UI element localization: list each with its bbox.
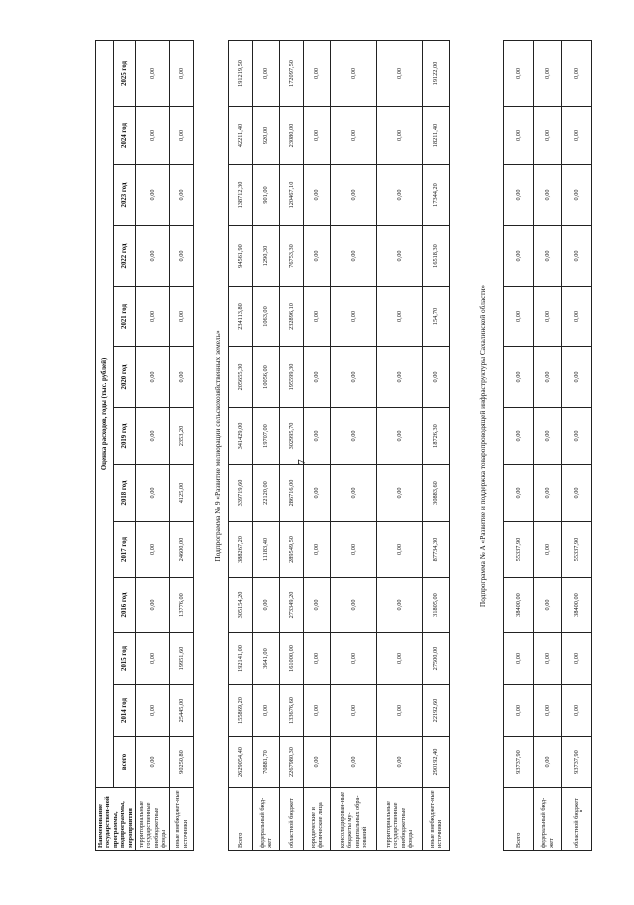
- value-cell: 0,00: [170, 226, 194, 287]
- table-row: [377, 41, 423, 851]
- value-cell: 19707,00: [253, 408, 280, 465]
- value-cell: 94561,90: [229, 226, 253, 287]
- value-cell: 0,00: [331, 465, 377, 522]
- value-cell: 0,00: [170, 40, 194, 106]
- table-row: [331, 41, 377, 851]
- value-cell: 286716,00: [280, 465, 304, 522]
- value-cell: 195599,30: [280, 347, 304, 408]
- subprogram-a-title: Подпрограмма № А «Развитие и поддержка товаропроводящей инфраструктуры Сахалинской области»: [478, 284, 487, 608]
- value-cell: 0,00: [504, 347, 534, 408]
- table-row: [304, 41, 331, 851]
- value-cell: 0,00: [331, 522, 377, 578]
- value-cell: 0,00: [170, 107, 194, 165]
- year-column-header: всего: [114, 737, 136, 788]
- value-cell: 901,00: [253, 165, 280, 226]
- value-cell: 70881,70: [253, 737, 280, 788]
- value-cell: 0,00: [504, 287, 534, 347]
- row-label: территориальные государственные внебюджетные фонды: [377, 788, 423, 851]
- value-cell: 0,00: [304, 685, 331, 737]
- value-cell: 0,00: [562, 408, 592, 465]
- value-cell: 0,00: [562, 165, 592, 226]
- value-cell: 2629054,40: [229, 737, 253, 788]
- row-label: областной бюджет: [280, 788, 304, 851]
- row-label: юридические и физические лица: [304, 788, 331, 851]
- year-column-header: 2019 год: [114, 408, 136, 465]
- subprogram-9-table: [228, 40, 450, 851]
- value-cell: 2267980,30: [280, 737, 304, 788]
- year-column-header: 2017 год: [114, 522, 136, 578]
- subprogram-9-title: Подпрограмма № 9 «Развитие мелиорации сельскохозяйственных земель»: [213, 330, 222, 562]
- value-cell: 0,00: [304, 165, 331, 226]
- value-cell: 2353,20: [170, 408, 194, 465]
- value-cell: 0,00: [304, 465, 331, 522]
- value-cell: 0,00: [331, 165, 377, 226]
- value-cell: 0,00: [136, 737, 170, 788]
- value-cell: 19122,00: [423, 41, 450, 107]
- value-cell: 0,00: [331, 347, 377, 408]
- value-cell: 120467,10: [280, 165, 304, 226]
- value-cell: 0,00: [423, 347, 450, 408]
- value-cell: 0,00: [534, 408, 562, 465]
- table-header: [96, 40, 136, 850]
- value-cell: 289549,50: [280, 522, 304, 578]
- row-label: иные внебюджет-ные источники: [423, 788, 450, 851]
- value-cell: 13776,00: [170, 578, 194, 633]
- value-cell: 0,00: [534, 685, 562, 737]
- value-cell: 232896,10: [280, 287, 304, 347]
- value-cell: 0,00: [504, 226, 534, 287]
- name-column-header: Наименование государствен-ной программы, подпрограммы, мероприятия: [96, 788, 136, 851]
- row-label: областной бюджет: [562, 788, 592, 851]
- value-cell: 133676,60: [280, 685, 304, 737]
- value-cell: 191219,50: [229, 41, 253, 107]
- year-column-header: 2023 год: [114, 165, 136, 226]
- value-cell: 0,00: [331, 41, 377, 107]
- value-cell: 0,00: [136, 287, 170, 347]
- value-cell: 0,00: [304, 41, 331, 107]
- value-cell: 0,00: [331, 107, 377, 165]
- value-cell: 0,00: [534, 41, 562, 107]
- value-cell: 0,00: [377, 578, 423, 633]
- row-label: федеральный бюд-жет: [534, 788, 562, 851]
- value-cell: 0,00: [331, 287, 377, 347]
- value-cell: 0,00: [562, 465, 592, 522]
- value-cell: 920,00: [253, 107, 280, 165]
- year-column-header: 2014 год: [114, 685, 136, 737]
- value-cell: 0,00: [534, 465, 562, 522]
- value-cell: 0,00: [504, 165, 534, 226]
- value-cell: 0,00: [170, 287, 194, 347]
- subprogram-a-table: [503, 40, 592, 851]
- value-cell: 76753,30: [280, 226, 304, 287]
- value-cell: 0,00: [136, 408, 170, 465]
- value-cell: 0,00: [534, 633, 562, 685]
- value-cell: 0,00: [136, 165, 170, 226]
- budget-table-main: [95, 40, 194, 851]
- value-cell: 0,00: [504, 685, 534, 737]
- row-label: Всего: [229, 788, 253, 851]
- value-cell: 17344,20: [423, 165, 450, 226]
- scan-speck: [580, 810, 582, 812]
- value-cell: 0,00: [304, 107, 331, 165]
- year-column-header: 2025 год: [114, 40, 136, 106]
- value-cell: 0,00: [377, 165, 423, 226]
- value-cell: 18211,40: [423, 107, 450, 165]
- value-cell: 0,00: [377, 41, 423, 107]
- value-cell: 55337,90: [562, 522, 592, 578]
- value-cell: 0,00: [377, 107, 423, 165]
- value-cell: 341429,00: [229, 408, 253, 465]
- value-cell: 0,00: [377, 226, 423, 287]
- value-cell: 0,00: [136, 522, 170, 578]
- value-cell: 18726,30: [423, 408, 450, 465]
- value-cell: 0,00: [562, 347, 592, 408]
- value-cell: 0,00: [504, 107, 534, 165]
- value-cell: 0,00: [331, 578, 377, 633]
- value-cell: 0,00: [504, 633, 534, 685]
- table-row: [562, 41, 592, 851]
- value-cell: 42211,40: [229, 107, 253, 165]
- year-column-header: 2016 год: [114, 578, 136, 633]
- row-label: Всего: [504, 788, 534, 851]
- value-cell: 192141,00: [229, 633, 253, 685]
- value-cell: 0,00: [253, 685, 280, 737]
- value-cell: 0,00: [377, 737, 423, 788]
- value-cell: 172097,50: [280, 41, 304, 107]
- year-column-header: 2020 год: [114, 347, 136, 408]
- value-cell: 302995,70: [280, 408, 304, 465]
- value-cell: 0,00: [304, 347, 331, 408]
- value-cell: 154,70: [423, 287, 450, 347]
- value-cell: 25445,00: [170, 685, 194, 737]
- value-cell: 0,00: [534, 522, 562, 578]
- table-row: [229, 41, 253, 851]
- value-cell: 0,00: [253, 578, 280, 633]
- value-cell: 0,00: [377, 465, 423, 522]
- value-cell: 3641,00: [253, 633, 280, 685]
- value-cell: 11183,40: [253, 522, 280, 578]
- value-cell: 93737,90: [562, 737, 592, 788]
- year-column-header: 2021 год: [114, 287, 136, 347]
- value-cell: 0,00: [534, 107, 562, 165]
- value-cell: 161000,00: [280, 633, 304, 685]
- value-cell: 138712,30: [229, 165, 253, 226]
- value-cell: 290192,40: [423, 737, 450, 788]
- value-cell: 0,00: [136, 685, 170, 737]
- value-cell: 0,00: [562, 287, 592, 347]
- value-cell: 0,00: [377, 408, 423, 465]
- value-cell: 388267,20: [229, 522, 253, 578]
- value-cell: 0,00: [136, 633, 170, 685]
- value-cell: 0,00: [136, 226, 170, 287]
- value-cell: 55337,90: [504, 522, 534, 578]
- value-cell: 0,00: [534, 165, 562, 226]
- value-cell: 305154,20: [229, 578, 253, 633]
- value-cell: 0,00: [534, 226, 562, 287]
- value-cell: 205655,30: [229, 347, 253, 408]
- value-cell: 0,00: [304, 226, 331, 287]
- value-cell: 27500,00: [423, 633, 450, 685]
- table-row: [504, 41, 534, 851]
- value-cell: 0,00: [304, 408, 331, 465]
- row-label: консолидирован-ные бюджеты му-ниципальных обра-зований: [331, 788, 377, 851]
- value-cell: 339719,60: [229, 465, 253, 522]
- value-cell: 0,00: [331, 408, 377, 465]
- value-cell: 0,00: [377, 287, 423, 347]
- year-column-header: 2018 год: [114, 465, 136, 522]
- value-cell: 0,00: [377, 347, 423, 408]
- value-cell: 0,00: [304, 522, 331, 578]
- value-cell: 38400,00: [504, 578, 534, 633]
- value-cell: 87734,30: [423, 522, 450, 578]
- value-cell: 0,00: [562, 633, 592, 685]
- value-cell: 0,00: [377, 685, 423, 737]
- value-cell: 0,00: [136, 347, 170, 408]
- value-cell: 30883,60: [423, 465, 450, 522]
- table-row: [280, 41, 304, 851]
- value-cell: 10056,00: [253, 347, 280, 408]
- table-row: [534, 41, 562, 851]
- value-cell: 0,00: [504, 41, 534, 107]
- value-cell: 0,00: [562, 41, 592, 107]
- value-cell: 0,00: [136, 107, 170, 165]
- table-row: [253, 41, 280, 851]
- value-cell: 234113,80: [229, 287, 253, 347]
- table-row: [170, 40, 194, 850]
- value-cell: 90250,80: [170, 737, 194, 788]
- expenses-group-header: Оценка расходов, годы (тыс. рублей): [96, 40, 114, 787]
- value-cell: 0,00: [504, 465, 534, 522]
- value-cell: 0,00: [304, 737, 331, 788]
- value-cell: 0,00: [253, 41, 280, 107]
- value-cell: 1290,30: [253, 226, 280, 287]
- value-cell: 0,00: [170, 347, 194, 408]
- value-cell: 155869,20: [229, 685, 253, 737]
- value-cell: 0,00: [136, 40, 170, 106]
- value-cell: 0,00: [534, 287, 562, 347]
- value-cell: 0,00: [562, 685, 592, 737]
- value-cell: 23080,00: [280, 107, 304, 165]
- year-column-header: 2024 год: [114, 107, 136, 165]
- block1-rows: [136, 40, 194, 850]
- value-cell: 24600,00: [170, 522, 194, 578]
- row-label: территориальные государственные внебюджетные фонды: [136, 788, 170, 851]
- value-cell: 93737,90: [504, 737, 534, 788]
- value-cell: 16518,30: [423, 226, 450, 287]
- value-cell: 0,00: [331, 685, 377, 737]
- value-cell: 0,00: [504, 408, 534, 465]
- value-cell: 0,00: [331, 633, 377, 685]
- value-cell: 38400,00: [562, 578, 592, 633]
- value-cell: 0,00: [170, 165, 194, 226]
- value-cell: 0,00: [331, 737, 377, 788]
- value-cell: 0,00: [534, 578, 562, 633]
- table-row: [423, 41, 450, 851]
- year-column-header: 2022 год: [114, 226, 136, 287]
- value-cell: 22192,60: [423, 685, 450, 737]
- table-row: [136, 40, 170, 850]
- year-column-header: 2015 год: [114, 633, 136, 685]
- value-cell: 0,00: [562, 107, 592, 165]
- value-cell: 1063,00: [253, 287, 280, 347]
- value-cell: 22120,00: [253, 465, 280, 522]
- value-cell: 0,00: [136, 578, 170, 633]
- value-cell: 0,00: [304, 578, 331, 633]
- value-cell: 4125,00: [170, 465, 194, 522]
- value-cell: 0,00: [304, 287, 331, 347]
- value-cell: 0,00: [377, 522, 423, 578]
- value-cell: 31805,00: [423, 578, 450, 633]
- value-cell: 0,00: [534, 347, 562, 408]
- row-label: иные внебюджет-ные источники: [170, 788, 194, 851]
- row-label: федеральный бюд-жет: [253, 788, 280, 851]
- page-number: 7: [296, 459, 308, 465]
- value-cell: 0,00: [331, 226, 377, 287]
- value-cell: 0,00: [534, 737, 562, 788]
- value-cell: 0,00: [304, 633, 331, 685]
- value-cell: 19951,60: [170, 633, 194, 685]
- value-cell: 0,00: [136, 465, 170, 522]
- value-cell: 273349,20: [280, 578, 304, 633]
- value-cell: 0,00: [562, 226, 592, 287]
- value-cell: 0,00: [377, 633, 423, 685]
